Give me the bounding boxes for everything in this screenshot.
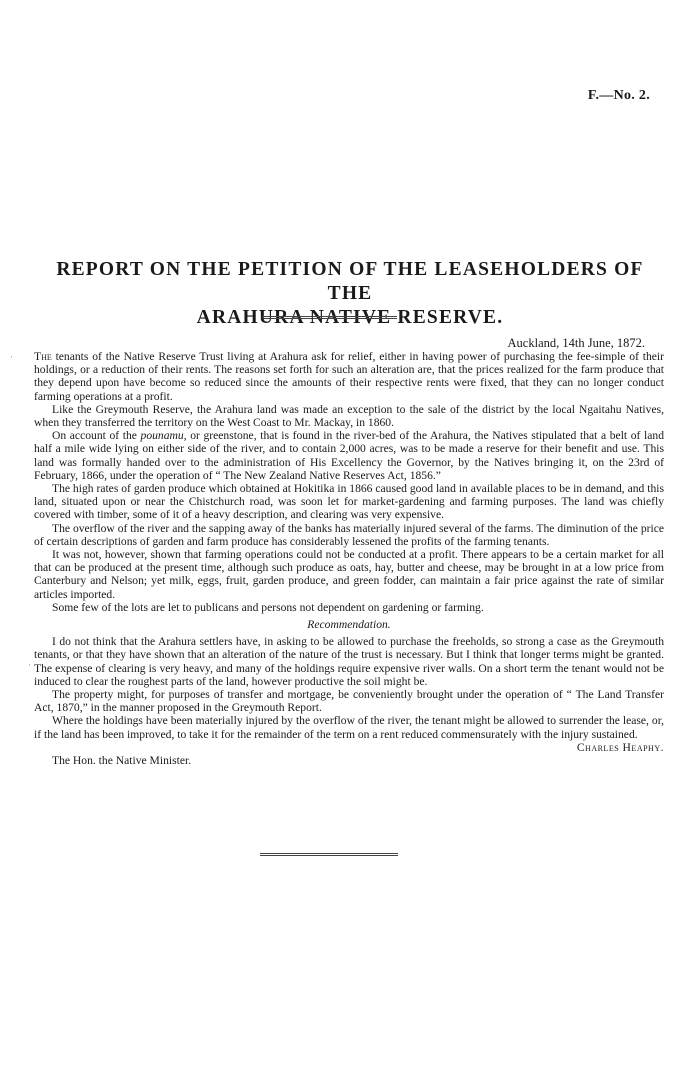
paragraph-5: The overflow of the river and the sapping away of the banks has materially injured several of the farms. The diminution of the price of certain descriptions of garden and farm produce has considerably lessened the profits of the farming tenants. <box>34 521 664 548</box>
dateline: Auckland, 14th June, 1872. <box>507 336 645 350</box>
paragraph-2: Like the Greymouth Reserve, the Arahura land was made an exception to the sale of the district by the local Ngaitahu Natives, when they transferred the territory on the West Coast to Mr. Mackay, in 1860. <box>34 402 664 430</box>
report-body <box>34 350 664 767</box>
paragraph-3-start: On account of the <box>52 429 141 443</box>
recommendation-heading: Recommendation. <box>307 618 391 632</box>
document-reference: F.—No. 2. <box>587 88 650 103</box>
margin-dot: · <box>28 660 31 670</box>
paragraph-3-end: , or greenstone, that is found in the river-bed of the Arahura, the Natives stipulated that a belt of land half a mile wide lying on either side of the river, and to contain 2,000 acres, was to be made a reserve for their benefit and use. This land was formally handed over to the administration of His Excellency the Governor, by the Natives bringing it, on the 23rd of February, 1866, under the operation of “ The New Zealand Native Reserves Act, 1856.” <box>34 429 664 482</box>
paragraph-8: I do not think that the Arahura settlers have, in asking to be allowed to purchase the freeholds, so strong a case as the Greymouth tenants, or that they have shown that an alteration of the nature of the trust is necessary. But I think that longer terms might be granted. The expense of clearing is very heavy, and many of the holdings require expensive river walls. On a short term the tenant would not be induced to clear the roughest parts of the land, however productive the soil might be. <box>34 635 664 688</box>
title-line-2: ARAHURA NATIVE RESERVE. <box>196 307 504 328</box>
margin-dot: · <box>10 352 13 362</box>
paragraph-7: Some few of the lots are let to publicans and persons not dependent on gardening or farming. <box>52 600 484 614</box>
closing-divider <box>260 853 398 856</box>
paragraph-9: The property might, for purposes of transfer and mortgage, be conveniently brought under the operation of “ The Land Transfer Act, 1870,” in the manner proposed in the Greymouth Report. <box>34 688 664 715</box>
paragraph-6: It was not, however, shown that farming operations could not be conducted at a profit. There appears to be a certain market for all that can be produced at the present time, although such produce as oats, hay, butter and cheese, may be brought in at a low price from Canterbury and Nelson; yet milk, eggs, fruit, garden produce, and green fodder, can maintain a fair price against the rate of similar articles imported. <box>34 548 664 601</box>
paragraph-1-text: tenants of the Native Reserve Trust living at Arahura ask for relief, either in having power of purchasing the fee-simple of their holdings, or a reduction of their rents. The reasons set forth for such an alteration are, that the prices realized for the farm produce that they depend upon have become so reduced since the amounts of their respective rents were fixed, that they can no longer conduct farming operations at a profit. <box>34 350 664 403</box>
signature: Charles Heaphy. <box>576 740 664 754</box>
opening-word: The <box>34 350 52 363</box>
title-divider <box>262 316 397 319</box>
paragraph-1 <box>34 350 664 403</box>
pounamu-term: pounamu <box>140 429 184 443</box>
paragraph-3 <box>34 429 664 482</box>
signature-line <box>34 741 664 754</box>
report-title <box>36 258 664 330</box>
paragraph-4: The high rates of garden produce which obtained at Hokitika in 1866 caused good land in available places to be in demand, and this land, situated upon or near the Chistchurch road, was soon let for market-gardening and farming purposes. The land was chiefly covered with timber, some of it of a heavy description, and clearing was very expensive. <box>34 482 664 522</box>
addressee: The Hon. the Native Minister. <box>52 754 192 768</box>
title-line-1: REPORT ON THE PETITION OF THE LEASEHOLDERS OF THE <box>56 259 644 304</box>
paragraph-10: Where the holdings have been materially injured by the overflow of the river, the tenant might be allowed to surrender the lease, or, if the land has been improved, to take it for the remainder of the term on a rent reduced commensurately with the injury sustained. <box>34 714 664 741</box>
